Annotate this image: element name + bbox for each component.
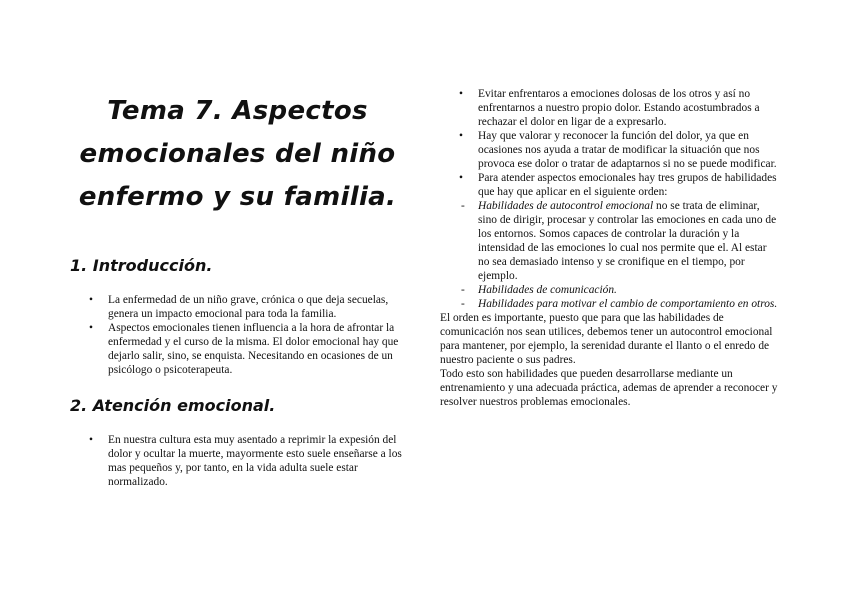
- skill-description: no se trata de eliminar, sino de dirigir, procesar y controlar las emociones en cada uno de los entornos. Somos capaces de controlar la duración y la intensidad de las emociones lo cual nos permite que el. Al estar no sea demasiado intenso y se cronifique en el tiempo, por ejemplo.: [478, 200, 777, 282]
- section-heading-introduccion: 1. Introducción.: [70, 256, 213, 275]
- page-title: Tema 7. Aspectos emocionales del niño enfermo y su familia.: [78, 96, 397, 212]
- skill-name: Habilidades de autocontrol emocional: [478, 200, 654, 212]
- list-item: [457, 297, 778, 311]
- list-item: [457, 283, 778, 297]
- list-item: • Aspectos emocionales tienen influencia a la hora de afrontar la enfermedad y el curso de la misma. El dolor emocional hay que dejarlo salir, sino, se enquista. Necesitando en ocasiones de un psicólogo o psicoterapeuta.: [87, 321, 407, 377]
- right-bullet-list: [457, 87, 778, 199]
- atencion-bullet-list: [87, 433, 407, 489]
- list-item: [457, 199, 778, 283]
- skills-dash-list: [457, 199, 778, 311]
- list-item: • Hay que valorar y reconocer la función del dolor, ya que en ocasiones nos ayuda a tratar de modificar la situación que nos provoca ese dolor o tratar de adaptarnos si no se puede modificar.: [457, 129, 778, 171]
- list-item: • En nuestra cultura esta muy asentado a reprimir la expesión del dolor y ocultar la muerte, mayormente esto suele enseñarse a los mas pequeños y, por tanto, en la vida adulta suele estar normalizado.: [87, 433, 407, 489]
- skill-name: Habilidades para motivar el cambio de comportamiento en otros.: [478, 298, 778, 310]
- right-column: [440, 87, 778, 409]
- list-item: • Para atender aspectos emocionales hay tres grupos de habilidades que hay que aplicar en el siguiente orden:: [457, 171, 778, 199]
- list-item: • Evitar enfrentaros a emociones dolosas de los otros y así no enfrentarnos a nuestro propio dolor. Estando acostumbrados a rechazar el dolor en ligar de a expresarlo.: [457, 87, 778, 129]
- section-heading-atencion-emocional: 2. Atención emocional.: [70, 396, 276, 415]
- list-item: • La enfermedad de un niño grave, crónica o que deja secuelas, genera un impacto emocional para toda la familia.: [87, 293, 407, 321]
- paragraph-orden: El orden es importante, puesto que para que las habilidades de comunicación nos sean utilices, debemos tener un autocontrol emocional para mantener, por ejemplo, la serenidad durante el llanto o el enredo de nuestro paciente o sus padres.: [440, 312, 773, 366]
- skill-name: Habilidades de comunicación.: [478, 284, 617, 296]
- intro-bullet-list: [87, 293, 407, 377]
- paragraph-habilidades: Todo esto son habilidades que pueden desarrollarse mediante un entrenamiento y una adecuada práctica, ademas de aprender a reconocer y resolver nuestros problemas emocionales.: [440, 368, 778, 408]
